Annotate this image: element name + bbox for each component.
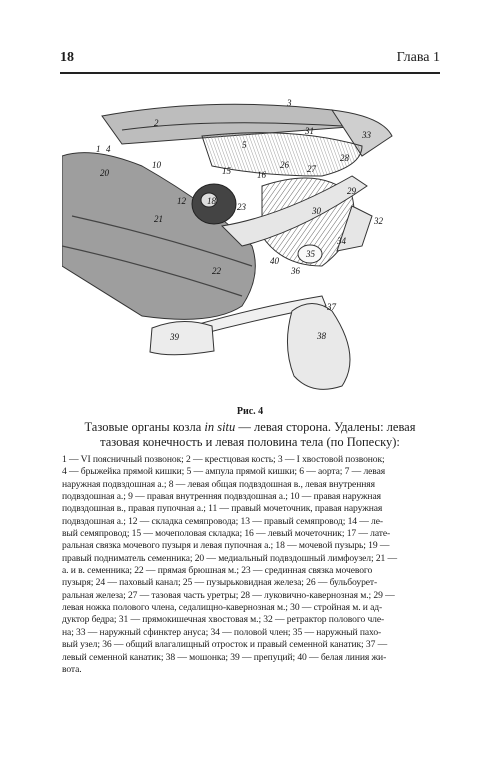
legend-line: дуктор бедра; 31 — прямокишечная хвостовая м.; 32 — ретрактор полового чле- bbox=[62, 614, 385, 626]
fig-label-32: 32 bbox=[374, 216, 383, 226]
legend-line: 1 — VI поясничный позвонок; 2 — крестцовая кость; 3 — I хвостовой позвонок; bbox=[62, 454, 385, 465]
fig-label-27: 27 bbox=[307, 164, 316, 174]
legend-line: пузыря; 24 — паховый канал; 25 — пузырьковидная железа; 26 — бульбоурет- bbox=[62, 577, 378, 589]
legend-line: ральная железа; 27 — тазовая часть уретры; 28 — луковично-кавернозная м.; 29 — bbox=[62, 589, 395, 601]
fig-label-12: 12 bbox=[177, 196, 186, 206]
fig-label-40: 40 bbox=[270, 256, 279, 266]
fig-label-20: 20 bbox=[100, 168, 109, 178]
figure-legend bbox=[62, 454, 438, 676]
fig-label-2: 2 bbox=[154, 118, 159, 128]
fig-label-39: 39 bbox=[170, 332, 179, 342]
legend-line: а. и в. семенника; 22 — прямая брюшная м.; 23 — срединная связка мочевого bbox=[62, 565, 373, 577]
page-header bbox=[60, 50, 440, 70]
anatomical-illustration bbox=[62, 96, 440, 396]
fig-label-36: 36 bbox=[291, 266, 300, 276]
legend-line: подвздошная а.; 12 — складка семяпровода; 13 — правый семяпровод; 14 — ле- bbox=[62, 515, 383, 527]
fig-label-15: 15 bbox=[222, 166, 231, 176]
legend-line: на; 33 — наружный сфинктер ануса; 34 — половой член; 35 — наружный пахо- bbox=[62, 626, 382, 638]
fig-label-4: 4 bbox=[106, 144, 111, 154]
fig-label-26: 26 bbox=[280, 160, 289, 170]
legend-line: 4 — брыжейка прямой кишки; 5 — ампула прямой кишки; 6 — аорта; 7 — левая bbox=[62, 466, 386, 478]
fig-label-28: 28 bbox=[340, 153, 349, 163]
legend-line: вый семяпровод; 15 — мочеполовая складка; 16 — левый мочеточник; 17 — лате- bbox=[62, 528, 391, 540]
legend-line: подвздошная а.; 9 — правая внутренняя подвздошная а.; 10 — правая наружная bbox=[62, 491, 381, 503]
fig-label-37: 37 bbox=[327, 302, 336, 312]
fig-label-22: 22 bbox=[212, 266, 221, 276]
fig-label-1: 1 bbox=[96, 144, 101, 154]
fig-label-18: 18 bbox=[207, 196, 216, 206]
fig-label-21: 21 bbox=[154, 214, 163, 224]
fig-label-5: 5 bbox=[242, 140, 247, 150]
fig-label-29: 29 bbox=[347, 186, 356, 196]
fig-label-30: 30 bbox=[312, 206, 321, 216]
fig-label-35: 35 bbox=[306, 249, 315, 259]
figure-number: Рис. 4 bbox=[236, 406, 264, 417]
fig-label-23: 23 bbox=[237, 202, 246, 212]
figure-caption: Тазовые органы козла in situ — левая сторона. Удалены: левая тазовая конечность и левая половина тела (по Попеску): bbox=[84, 420, 416, 449]
fig-label-38: 38 bbox=[317, 331, 326, 341]
fig-label-34: 34 bbox=[337, 236, 346, 246]
legend-line: вота. bbox=[62, 663, 82, 675]
illustration-svg bbox=[62, 96, 440, 396]
fig-label-3: 3 bbox=[287, 98, 292, 108]
fig-label-16: 16 bbox=[257, 170, 266, 180]
header-rule bbox=[60, 72, 440, 74]
legend-line: наружная подвздошная а.; 8 — левая общая подвздошная в., левая внутренняя bbox=[62, 478, 375, 490]
legend-line: левая ножка полового члена, седалищно-кавернозная м.; 30 — стройная м. и ад- bbox=[62, 602, 383, 614]
legend-line: ральная связка мочевого пузыря и левая пупочная а.; 18 — мочевой пузырь; 19 — bbox=[62, 540, 390, 552]
page-number: 18 bbox=[60, 50, 74, 65]
legend-line: подвздошная в., правая пупочная а.; 11 — правый мочеточник, правая наружная bbox=[62, 503, 383, 515]
legend-line: вый узел; 36 — общий влагалищный отросток и правый семенной канатик; 37 — bbox=[62, 639, 388, 651]
fig-label-33: 33 bbox=[362, 130, 371, 140]
chapter-title: Глава 1 bbox=[396, 50, 440, 65]
legend-line: левый семенной канатик; 38 — мошонка; 39 — препуций; 40 — белая линия жи- bbox=[62, 651, 387, 663]
legend-line: правый подниматель семенника; 20 — медиальный подвздошный лимфоузел; 21 — bbox=[62, 552, 398, 564]
fig-label-10: 10 bbox=[152, 160, 161, 170]
fig-label-31: 31 bbox=[305, 126, 314, 136]
